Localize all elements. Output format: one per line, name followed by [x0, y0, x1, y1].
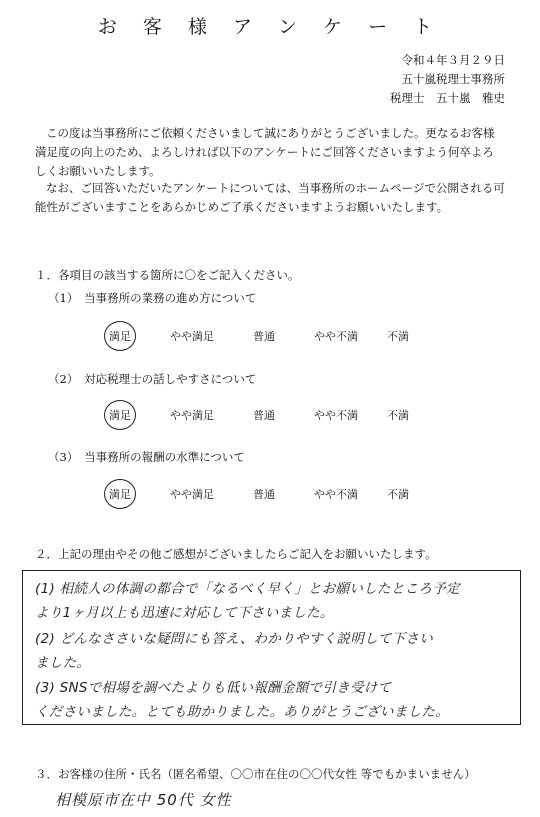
question-1-item-1-label: （1） 当事務所の業務の進め方について [48, 291, 257, 305]
question-1-heading: １．各項目の該当する箇所に〇をご記入ください。 [35, 268, 300, 282]
intro-paragraph-2: なお、ご回答いただいたアンケートについては、当事務所のホームページで公開される可能性がございますことをあらかじめご了承くださいますようお願いいたします。 [35, 181, 505, 214]
rating-row-2 [0, 407, 540, 427]
rating-option: 満足 [109, 330, 131, 343]
rating-row-3 [0, 486, 540, 506]
rating-row-1 [0, 328, 540, 348]
rating-option: やや満足 [170, 488, 214, 501]
comment-line-5: (3) SNSで相場を調べたよりも低い報酬金額で引き受けて [35, 680, 392, 696]
selection-circle-mark [104, 400, 136, 430]
rating-option: 満足 [109, 488, 131, 501]
comment-box [22, 570, 521, 725]
selection-circle-mark [104, 321, 136, 351]
rating-option: 普通 [253, 330, 275, 343]
signer-name: 税理士 五十嵐 雅史 [390, 91, 505, 105]
rating-option: 不満 [387, 330, 409, 343]
comment-line-4: ました。 [35, 655, 91, 671]
comment-line-2: より1ヶ月以上も迅速に対応して下さいました。 [35, 605, 334, 621]
rating-option: 普通 [253, 488, 275, 501]
address-answer: 相模原市在中 50代 女性 [55, 791, 232, 809]
rating-option: 普通 [253, 409, 275, 422]
selection-circle-mark [104, 479, 136, 509]
question-1-item-3-label: （3） 当事務所の報酬の水準について [48, 450, 245, 464]
intro-paragraph-1: この度は当事務所にご依頼くださいまして誠にありがとうございました。更なるお客様満足度の向上のため、よろしければ以下のアンケートにご回答くださいますよう何卒よろしくお願いいたします。 [35, 126, 495, 178]
rating-option: やや不満 [314, 409, 358, 422]
rating-option: 不満 [387, 488, 409, 501]
survey-title: お 客 様 ア ン ケ ー ト [97, 16, 443, 38]
date: 令和４年３月２９日 [401, 53, 505, 67]
office-name: 五十嵐税理士事務所 [401, 72, 505, 86]
comment-line-3: (2) どんなささいな疑問にも答え、わかりやすく説明して下さい [35, 631, 434, 647]
comment-line-6: くださいました。とても助かりました。ありがとうございました。 [35, 704, 449, 720]
rating-option: 不満 [387, 409, 409, 422]
comment-line-1: (1) 相続人の体調の都合で「なるべく早く」とお願いしたところ予定 [35, 581, 460, 597]
question-3-heading: ３．お客様の住所・氏名（匿名希望、〇〇市在住の〇〇代女性 等でもかまいません） [35, 767, 476, 781]
rating-option: やや満足 [170, 409, 214, 422]
rating-option: 満足 [109, 409, 131, 422]
question-2-heading: ２．上記の理由やその他ご感想がございましたらご記入をお願いいたします。 [35, 547, 437, 561]
rating-option: やや満足 [170, 330, 214, 343]
rating-option: やや不満 [314, 330, 358, 343]
question-1-item-2-label: （2） 対応税理士の話しやすさについて [48, 372, 257, 386]
rating-option: やや不満 [314, 488, 358, 501]
